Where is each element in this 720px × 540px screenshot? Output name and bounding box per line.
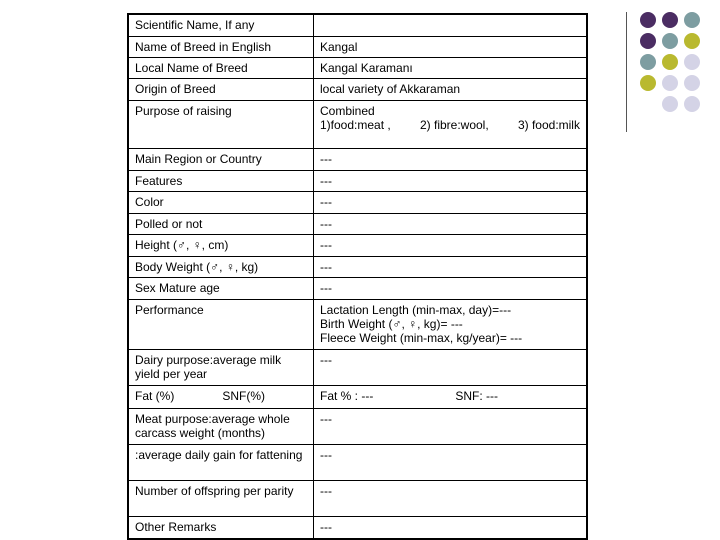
table-row xyxy=(128,170,587,191)
row-label: Dairy purpose:average milk yield per year xyxy=(128,349,314,385)
breed-info-sheet xyxy=(127,13,587,540)
row-label: Polled or not xyxy=(128,213,314,234)
table-row xyxy=(128,385,587,408)
row-label: Sex Mature age xyxy=(128,277,314,299)
table-row xyxy=(128,516,587,539)
row-label: Number of offspring per parity xyxy=(128,480,314,516)
row-label: Other Remarks xyxy=(128,516,314,539)
decorative-dot xyxy=(640,33,656,49)
decorative-dot xyxy=(640,12,656,28)
table-row xyxy=(128,349,587,385)
row-label: Name of Breed in English xyxy=(128,36,314,57)
row-value: --- xyxy=(314,213,588,234)
row-value xyxy=(314,385,588,408)
decorative-dot xyxy=(684,12,700,28)
row-value xyxy=(314,100,588,148)
table-row xyxy=(128,256,587,277)
table-row xyxy=(128,408,587,444)
table-row xyxy=(128,78,587,100)
table-row xyxy=(128,213,587,234)
row-value: Kangal xyxy=(314,36,588,57)
purpose-item: 1)food:meat , xyxy=(320,117,391,132)
purpose-line: Combined xyxy=(320,103,375,118)
row-value: --- xyxy=(314,480,588,516)
row-value: --- xyxy=(314,170,588,191)
row-value xyxy=(314,14,588,36)
decorative-dot xyxy=(662,75,678,91)
row-value xyxy=(314,299,588,349)
row-label: Purpose of raising xyxy=(128,100,314,148)
snf-label: SNF(%) xyxy=(222,388,265,403)
purpose-items xyxy=(320,118,580,132)
fat-snf-labels xyxy=(135,389,307,403)
decorative-dot xyxy=(640,75,656,91)
decorative-dot xyxy=(684,96,700,112)
purpose-item: 3) food:milk xyxy=(517,117,580,132)
row-label: Body Weight (♂, ♀, kg) xyxy=(128,256,314,277)
table-row xyxy=(128,14,587,36)
table-row xyxy=(128,299,587,349)
performance-line: Fleece Weight (min-max, kg/year)= --- xyxy=(320,330,523,345)
breed-table xyxy=(127,13,588,540)
table-row xyxy=(128,444,587,480)
row-value: --- xyxy=(314,516,588,539)
row-label: Local Name of Breed xyxy=(128,57,314,78)
row-value: --- xyxy=(314,256,588,277)
row-value: --- xyxy=(314,234,588,256)
row-value: --- xyxy=(314,191,588,213)
row-value: --- xyxy=(314,148,588,170)
decorative-dot xyxy=(662,33,678,49)
row-value: Kangal Karamanı xyxy=(314,57,588,78)
row-label: Scientific Name, If any xyxy=(128,14,314,36)
decorative-dot xyxy=(662,12,678,28)
table-row xyxy=(128,100,587,148)
snf-value: SNF: --- xyxy=(455,388,498,403)
row-value: local variety of Akkaraman xyxy=(314,78,588,100)
row-value: --- xyxy=(314,408,588,444)
row-value: --- xyxy=(314,444,588,480)
row-label: Meat purpose:average whole carcass weight (months) xyxy=(128,408,314,444)
row-value: --- xyxy=(314,277,588,299)
table-row xyxy=(128,36,587,57)
decorative-dot xyxy=(684,33,700,49)
table-row xyxy=(128,148,587,170)
decorative-dot xyxy=(662,96,678,112)
decorative-dot xyxy=(640,54,656,70)
row-value: --- xyxy=(314,349,588,385)
table-row xyxy=(128,234,587,256)
decorative-dot xyxy=(684,54,700,70)
row-label: :average daily gain for fattening xyxy=(128,444,314,480)
row-label: Features xyxy=(128,170,314,191)
performance-line: Lactation Length (min-max, day)=--- xyxy=(320,302,512,317)
row-label: Height (♂, ♀, cm) xyxy=(128,234,314,256)
fat-snf-values xyxy=(320,389,580,403)
row-label: Origin of Breed xyxy=(128,78,314,100)
table-row xyxy=(128,57,587,78)
fat-value: Fat % : --- xyxy=(320,388,374,403)
row-label xyxy=(128,385,314,408)
performance-line: Birth Weight (♂, ♀, kg)= --- xyxy=(320,316,463,331)
decorative-dot xyxy=(662,54,678,70)
decorative-dot xyxy=(684,75,700,91)
table-row xyxy=(128,480,587,516)
row-label: Color xyxy=(128,191,314,213)
decorative-dot-grid xyxy=(626,12,716,134)
table-row xyxy=(128,277,587,299)
row-label: Main Region or Country xyxy=(128,148,314,170)
table-row xyxy=(128,191,587,213)
row-label: Performance xyxy=(128,299,314,349)
purpose-item: 2) fibre:wool, xyxy=(419,117,489,132)
fat-label: Fat (%) xyxy=(135,388,175,403)
